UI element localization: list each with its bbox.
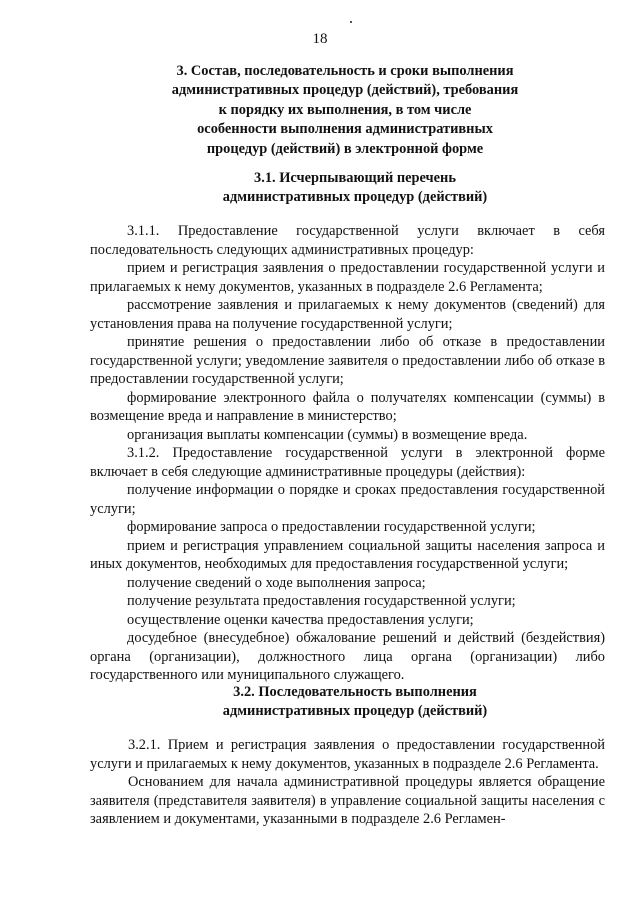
section-3-2-heading — [100, 683, 610, 722]
paragraph: получение сведений о ходе выполнения запроса; — [127, 574, 426, 591]
paragraph: формирование электронного файла о получателях компенсации (суммы) в возмещение вреда и направление в министерство; — [90, 389, 605, 424]
page-number: 18 — [312, 31, 328, 47]
paragraph: принятие решения о предоставлении либо об отказе в предоставлении государственной услуги; уведомление заявителя о предоставлении либо об отказе в предоставлении государственной услуги; — [90, 334, 605, 387]
paragraph: 3.1.2. Предоставление государственной услуги в электронной форме включает в себя следующие административные процедуры (действия): — [90, 445, 605, 480]
heading-line: 3.2. Последовательность выполнения — [233, 684, 477, 700]
heading-line: 3. Состав, последовательность и сроки выполнения — [176, 63, 514, 79]
paragraph: 3.1.1. Предоставление государственной услуги включает в себя последовательность следующих административных процедур: — [90, 223, 605, 258]
paragraph: 3.2.1. Прием и регистрация заявления о предоставлении государственной услуги и прилагаемых к нему документов, указанных в подразделе 2.6 Регламента. — [90, 737, 605, 772]
heading-line: административных процедур (действий) — [222, 189, 488, 206]
heading-line: процедур (действий) в электронной форме — [206, 140, 484, 157]
section-3-1-body — [90, 222, 605, 685]
scan-mark — [350, 21, 352, 23]
heading-line: административных процедур (действий), требования — [171, 82, 519, 99]
heading-line: особенности выполнения административных — [197, 121, 493, 138]
section-3-heading — [90, 62, 600, 159]
paragraph: досудебное (внесудебное) обжалование решений и действий (бездействия) органа (организации), должностного лица органа (организации) либо государственного или муниципального служащего. — [90, 630, 605, 683]
paragraph: прием и регистрация заявления о предоставлении государственной услуги и прилагаемых к нему документов, указанных в подразделе 2.6 Регламента; — [90, 260, 605, 295]
paragraph: получение информации о порядке и сроках предоставления государственной услуги; — [90, 482, 605, 517]
heading-line: административных процедур (действий) — [222, 703, 488, 720]
paragraph: организация выплаты компенсации (суммы) в возмещение вреда. — [127, 426, 528, 443]
paragraph: Основанием для начала административной процедуры является обращение заявителя (представителя заявителя) в управление социальной защиты населения с заявлением и документами, указанными в подразделе 2.6 Регламен- — [90, 774, 605, 827]
paragraph: формирование запроса о предоставлении государственной услуги; — [127, 519, 536, 535]
heading-line: 3.1. Исчерпывающий перечень — [254, 170, 456, 186]
paragraph: прием и регистрация управлением социальной защиты населения запроса и иных документов, необходимых для предоставления государственной услуги; — [90, 537, 605, 572]
paragraph: рассмотрение заявления и прилагаемых к нему документов (сведений) для установления права на получение государственной услуги; — [90, 297, 605, 332]
section-3-2-body — [90, 736, 605, 829]
paragraph: осуществление оценки качества предоставления услуги; — [127, 611, 474, 628]
heading-line: к порядку их выполнения, в том числе — [218, 101, 472, 118]
paragraph: получение результата предоставления государственной услуги; — [127, 593, 516, 609]
section-3-1-heading — [100, 169, 610, 208]
